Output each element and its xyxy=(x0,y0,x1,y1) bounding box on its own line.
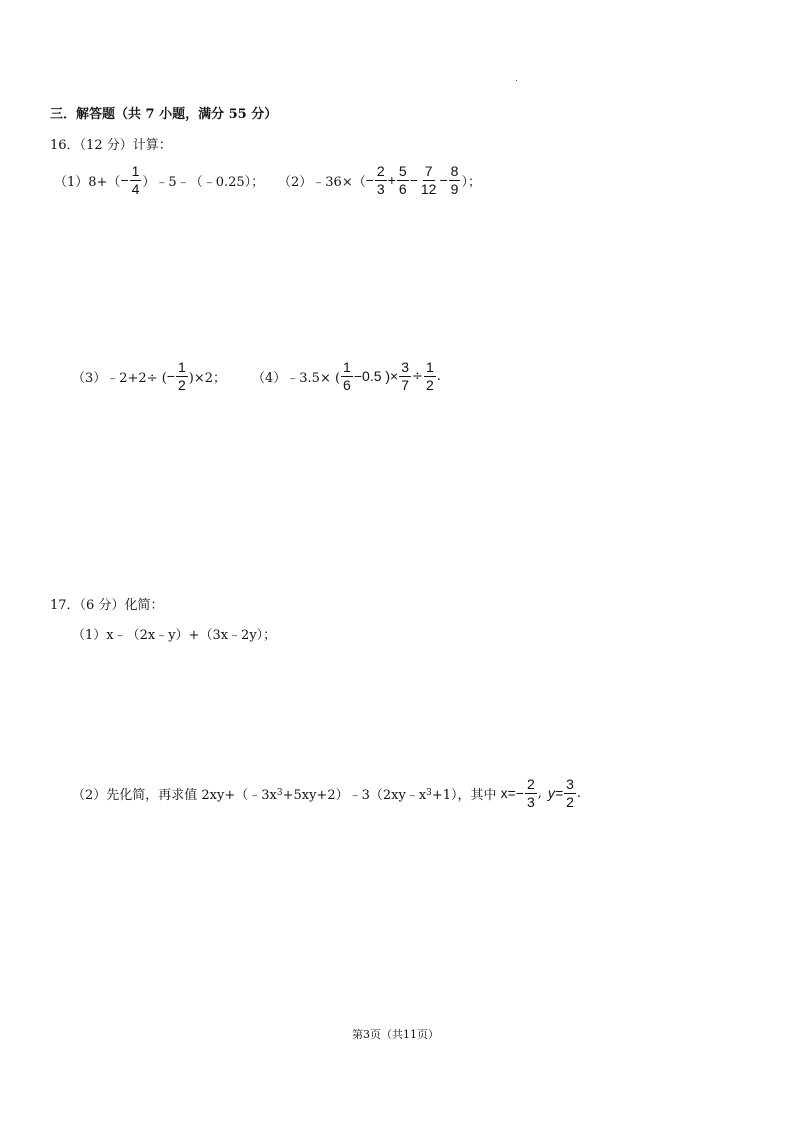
fraction-denominator: 6 xyxy=(398,180,407,197)
q17-part2: （2）先化简，再求值 2xy+（﹣3x 3 +5xy+2）﹣3（2xy﹣x 3 +1），其中 x= − $\frac{2}{3}$ , y= $\frac{3}{2}$ . xyxy=(72,775,581,810)
division-sign: ÷ xyxy=(412,368,423,384)
q16-p1-pre: （1）8+（ xyxy=(54,174,121,190)
q17-part1: （1）x﹣（2x﹣y）+（3x﹣2y）； xyxy=(72,628,277,643)
x-label: x= xyxy=(500,785,516,801)
fraction-denominator: 2 xyxy=(566,793,574,810)
fraction-denominator: 2 xyxy=(425,376,434,393)
q16-part4 xyxy=(252,358,441,394)
fraction-denominator: 9 xyxy=(450,180,459,197)
q16-p2-fraction-3 xyxy=(419,164,439,196)
fraction-denominator: 2 xyxy=(178,376,186,393)
fraction-numerator: 8 xyxy=(450,162,459,179)
minus-sign: − xyxy=(439,172,448,188)
fraction-numerator: 2 xyxy=(376,162,385,179)
q16-header: 16．（12 分）计算： xyxy=(50,138,172,153)
q16-part1 xyxy=(54,162,264,198)
q17-p2-text-c: +1），其中 xyxy=(431,787,497,803)
exponent: 3 xyxy=(276,788,283,798)
fraction-denominator: 7 xyxy=(401,376,410,393)
fraction-denominator: 6 xyxy=(343,376,351,393)
q16-p3-post: )×2； xyxy=(188,370,227,386)
fraction-numerator: 1 xyxy=(178,358,186,375)
q16-p1-fraction xyxy=(130,164,142,196)
fraction-denominator: 3 xyxy=(526,793,535,810)
exponent: 3 xyxy=(426,788,432,798)
q17-header: 17．（6 分）化简： xyxy=(50,598,164,613)
y-value-fraction xyxy=(564,777,576,809)
q16-p4-fraction-1 xyxy=(341,360,353,392)
fraction-numerator: 2 xyxy=(526,775,535,792)
fraction-denominator: 12 xyxy=(420,180,437,197)
y-label: y= xyxy=(547,785,564,801)
minus-sign: − xyxy=(120,172,129,188)
q16-p3-fraction xyxy=(176,360,188,392)
q17-p2-text-a: （2）先化简，再求值 2xy+（﹣3x xyxy=(72,787,277,803)
fraction-denominator: 3 xyxy=(376,180,385,197)
fraction-numerator: 1 xyxy=(131,162,140,179)
q16-part2 xyxy=(278,162,481,198)
plus-sign: + xyxy=(387,172,396,188)
fraction-numerator: 3 xyxy=(401,358,410,375)
q16-p4-mid: 0.5 )× xyxy=(362,368,399,384)
minus-sign: − xyxy=(166,368,175,384)
q16-p3-pre: （3）﹣2+2÷ ( xyxy=(72,370,167,386)
q16-part3 xyxy=(72,358,226,394)
q16-p1-post: ）﹣5﹣（﹣0.25）； xyxy=(142,174,265,190)
section-heading: 三．解答题（共 7 小题，满分 55 分） xyxy=(50,107,278,122)
x-value-fraction xyxy=(525,777,537,809)
q16-p2-post: ）； xyxy=(461,174,481,190)
stray-dot xyxy=(516,80,517,81)
minus-sign: − xyxy=(515,785,524,801)
q16-p4-fraction-3 xyxy=(424,360,436,392)
fraction-numerator: 7 xyxy=(424,162,433,179)
fraction-numerator: 5 xyxy=(398,162,407,179)
q16-p4-fraction-2 xyxy=(399,360,411,392)
q16-p2-fraction-1 xyxy=(375,164,387,196)
q16-p2-pre: （2）﹣36×（ xyxy=(278,174,366,190)
q16-p4-pre: （4）﹣3.5× ( xyxy=(252,370,341,386)
minus-sign: − xyxy=(409,172,418,188)
fraction-numerator: 1 xyxy=(425,358,434,375)
fraction-denominator: 4 xyxy=(131,180,140,197)
minus-sign: − xyxy=(365,172,374,188)
q16-p2-fraction-2 xyxy=(397,164,409,196)
fraction-numerator: 1 xyxy=(343,358,351,375)
q16-p2-fraction-4 xyxy=(449,164,461,196)
q17-p2-text-b: +5xy+2）﹣3（2xy﹣x xyxy=(282,787,427,803)
fraction-numerator: 3 xyxy=(566,775,574,792)
q16-p4-post: . xyxy=(436,368,441,384)
minus-sign: − xyxy=(353,368,363,384)
page-footer: 第3页（共11页） xyxy=(352,1028,439,1041)
q17-p2-post: . xyxy=(576,785,581,801)
